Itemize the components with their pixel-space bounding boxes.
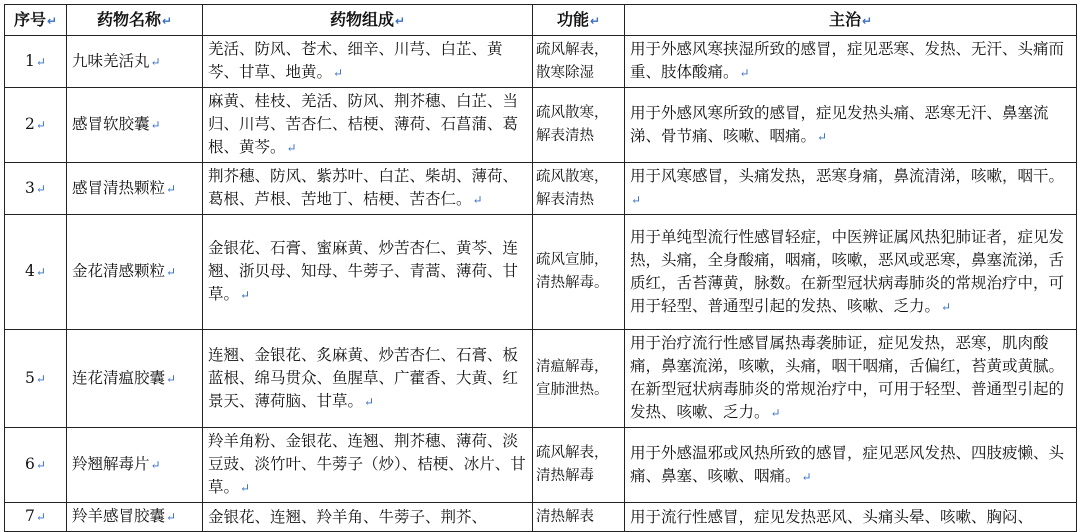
return-mark-icon: ↵: [35, 371, 46, 386]
drug-name: 羚翘解毒片↵: [67, 428, 203, 503]
drug-function: 疏风散寒，解表清热: [533, 163, 625, 215]
header-composition: 药物组成↵: [203, 5, 533, 36]
return-mark-icon: ↵: [35, 54, 46, 69]
table-row: [5, 503, 1077, 532]
drug-name: 金花清感颗粒↵: [67, 215, 203, 330]
return-mark-icon: ↵: [286, 141, 297, 155]
return-mark-icon: ↵: [166, 371, 177, 386]
drug-composition: 金银花、石膏、蜜麻黄、炒苦杏仁、黄芩、连翘、浙贝母、知母、牛蒡子、青蒿、薄荷、甘草。↵: [203, 215, 533, 330]
header-row: [5, 5, 1077, 36]
return-mark-icon: ↵: [46, 13, 58, 28]
return-mark-icon: ↵: [166, 510, 177, 524]
return-mark-icon: ↵: [240, 288, 251, 302]
drug-indication: 用于治疗流行性感冒属热毒袭肺证，症见发热，恶寒，肌肉酸痛，鼻塞流涕，咳嗽，头痛，咽干咽痛，舌偏红，苔黄或黄腻。在新型冠状病毒肺炎的常规治疗中，可用于轻型、普通型引起的发热、咳嗽、乏力。↵: [625, 330, 1077, 428]
table-row: [5, 88, 1077, 163]
return-mark-icon: ↵: [333, 66, 344, 80]
return-mark-icon: ↵: [166, 181, 177, 196]
row-number: 6↵: [5, 428, 67, 503]
drug-indication: 用于外感温邪或风热所致的感冒，症见恶风发热、四肢疲懒、头痛、鼻塞、咳嗽、咽痛。↵: [625, 428, 1077, 503]
return-mark-icon: ↵: [631, 193, 642, 207]
return-mark-icon: ↵: [770, 406, 781, 420]
return-mark-icon: ↵: [35, 510, 46, 524]
drug-name: 九味羌活丸↵: [67, 36, 203, 88]
row-number: 7↵: [5, 503, 67, 532]
table-row: [5, 163, 1077, 215]
header-function: 功能↵: [533, 5, 625, 36]
drug-indication: 用于外感风寒所致的感冒，症见发热头痛、恶寒无汗、鼻塞流涕、骨节痛、咳嗽、咽痛。↵: [625, 88, 1077, 163]
return-mark-icon: ↵: [35, 458, 46, 472]
return-mark-icon: ↵: [861, 13, 873, 28]
drug-composition: 金银花、连翘、羚羊角、牛蒡子、荆芥、: [203, 503, 533, 532]
return-mark-icon: ↵: [150, 118, 161, 132]
return-mark-icon: ↵: [394, 13, 406, 28]
return-mark-icon: ↵: [589, 13, 601, 28]
drug-function: 疏风宣肺，清热解毒。: [533, 215, 625, 330]
drug-composition: 麻黄、桂枝、羌活、防风、荆芥穗、白芷、当归、川芎、苦杏仁、桔梗、薄荷、石菖蒲、葛根、黄芩。↵: [203, 88, 533, 163]
drug-composition: 连翘、金银花、炙麻黄、炒苦杏仁、石膏、板蓝根、绵马贯众、鱼腥草、广藿香、大黄、红景天、薄荷脑、甘草。↵: [203, 330, 533, 428]
drug-function: 疏风解表，散寒除湿: [533, 36, 625, 88]
return-mark-icon: ↵: [35, 265, 46, 279]
drug-indication: 用于风寒感冒，头痛发热，恶寒身痛，鼻流清涕，咳嗽，咽干。↵: [625, 163, 1077, 215]
return-mark-icon: ↵: [166, 265, 177, 279]
return-mark-icon: ↵: [739, 66, 750, 80]
drug-composition: 羚羊角粉、金银花、连翘、荆芥穗、薄荷、淡豆豉、淡竹叶、牛蒡子（炒）、桔梗、冰片、甘草。↵: [203, 428, 533, 503]
return-mark-icon: ↵: [472, 193, 483, 207]
table-row: [5, 215, 1077, 330]
table-row: [5, 428, 1077, 503]
row-number: 5↵: [5, 330, 67, 428]
header-no: 序号↵: [5, 5, 67, 36]
table-row: [5, 330, 1077, 428]
drug-composition: 羌活、防风、苍术、细辛、川芎、白芷、黄芩、甘草、地黄。↵: [203, 36, 533, 88]
drug-name: 感冒软胶囊↵: [67, 88, 203, 163]
return-mark-icon: ↵: [364, 394, 375, 409]
return-mark-icon: ↵: [801, 469, 812, 484]
row-number: 3↵: [5, 163, 67, 215]
return-mark-icon: ↵: [240, 481, 251, 495]
drug-name: 连花清瘟胶囊↵: [67, 330, 203, 428]
row-number: 1↵: [5, 36, 67, 88]
return-mark-icon: ↵: [150, 458, 161, 472]
header-name: 药物名称↵: [67, 5, 203, 36]
drug-function: 疏风散寒，解表清热: [533, 88, 625, 163]
medicine-table: [4, 4, 1077, 532]
row-number: 2↵: [5, 88, 67, 163]
header-indication: 主治↵: [625, 5, 1077, 36]
row-number: 4↵: [5, 215, 67, 330]
drug-function: 清热解表: [533, 503, 625, 532]
table-row: [5, 36, 1077, 88]
drug-indication: 用于流行性感冒，症见发热恶风、头痛头晕、咳嗽、胸闷、: [625, 503, 1077, 532]
drug-function: 疏风解表，清热解毒: [533, 428, 625, 503]
return-mark-icon: ↵: [35, 118, 46, 132]
return-mark-icon: ↵: [817, 129, 828, 144]
drug-indication: 用于单纯型流行性感冒轻症，中医辨证属风热犯肺证者，症见发热，头痛，全身酸痛，咽痛，咳嗽，恶风或恶寒，鼻塞流涕，舌质红，舌苔薄黄，脉数。在新型冠状病毒肺炎的常规治疗中，可用于轻型、普通型引起的发热、咳嗽、乏力。↵: [625, 215, 1077, 330]
return-mark-icon: ↵: [941, 299, 952, 314]
drug-composition: 荆芥穗、防风、紫苏叶、白芷、柴胡、薄荷、葛根、芦根、苦地丁、桔梗、苦杏仁。↵: [203, 163, 533, 215]
drug-indication: 用于外感风寒挟湿所致的感冒，症见恶寒、发热、无汗、头痛而重、肢体酸痛。↵: [625, 36, 1077, 88]
return-mark-icon: ↵: [35, 181, 46, 196]
drug-function: 清瘟解毒，宣肺泄热。: [533, 330, 625, 428]
return-mark-icon: ↵: [150, 54, 161, 69]
drug-name: 羚羊感冒胶囊↵: [67, 503, 203, 532]
drug-name: 感冒清热颗粒↵: [67, 163, 203, 215]
return-mark-icon: ↵: [161, 13, 173, 28]
